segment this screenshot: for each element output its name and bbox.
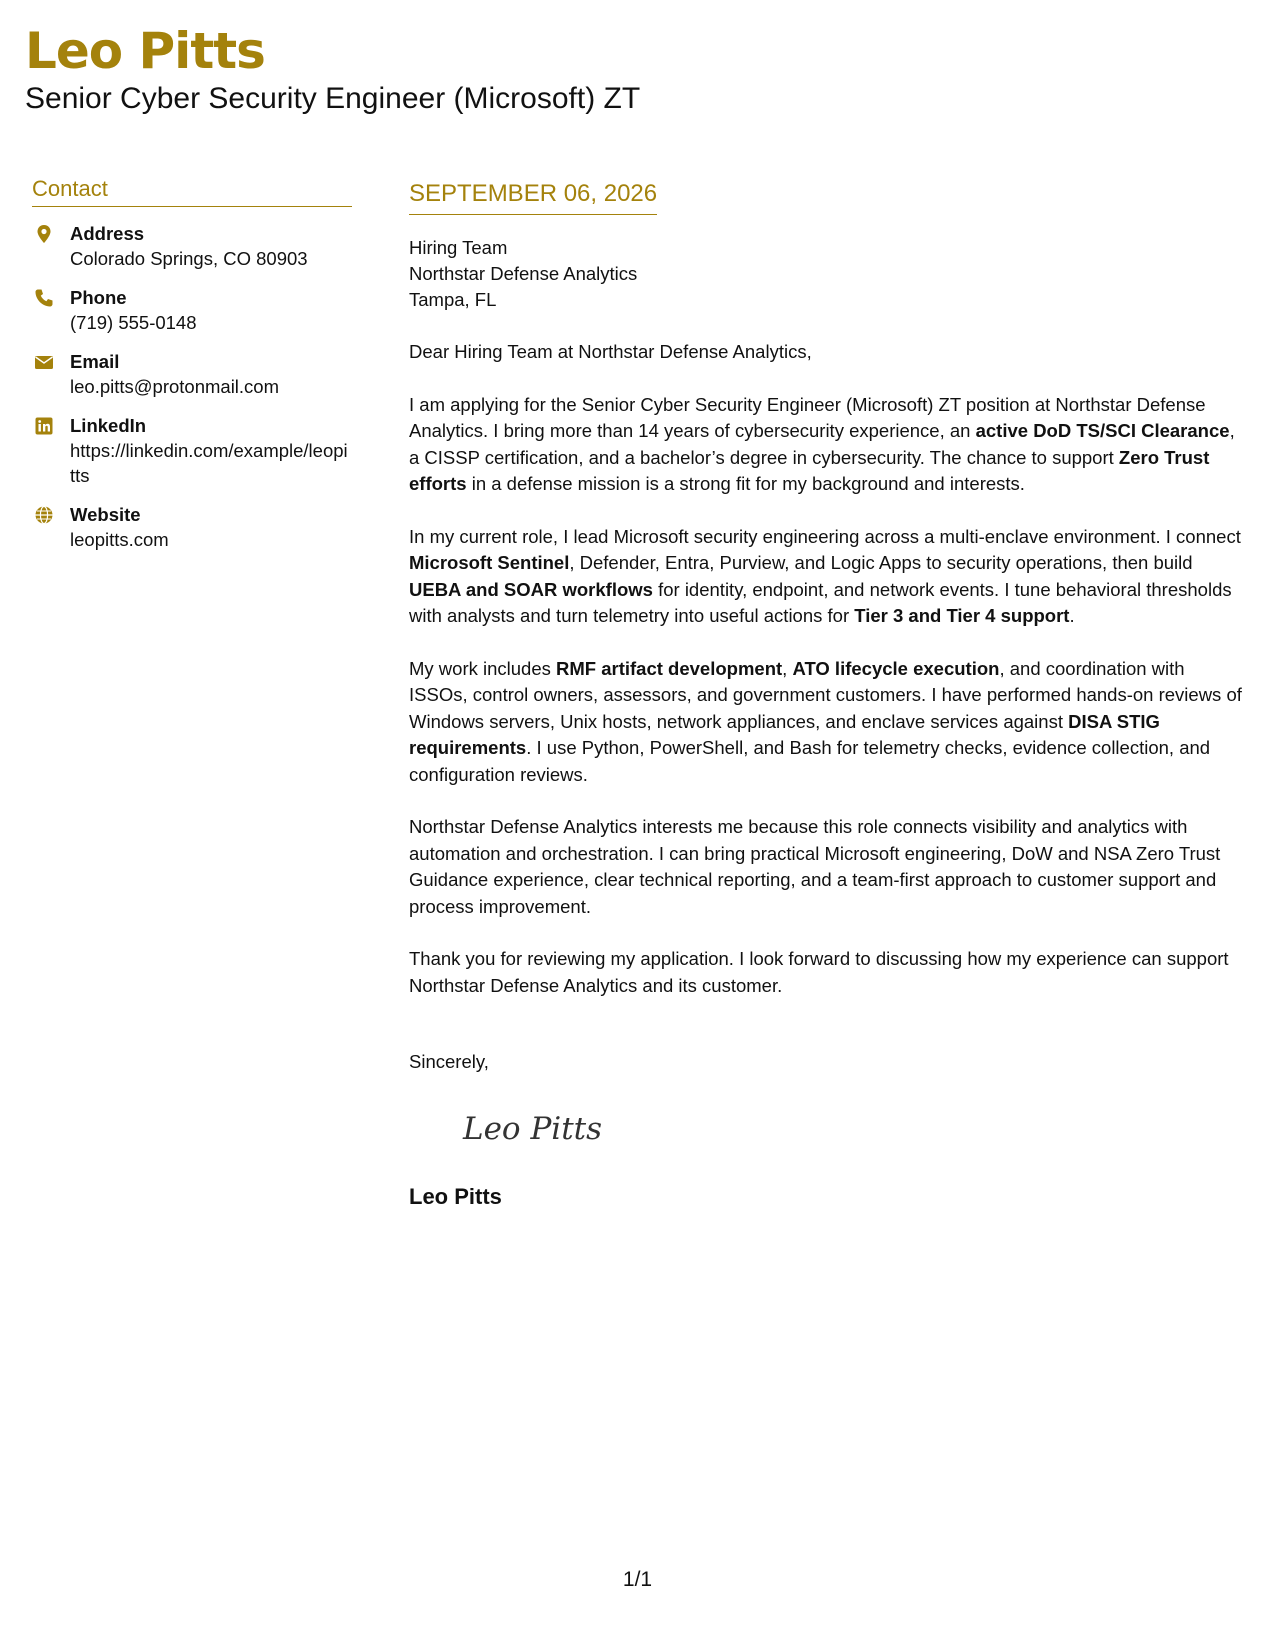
text-run: , and coordination with ISSOs, control owners, assessors, and government customers. I have performed hands-on reviews of Windows servers, Unix hosts, network appliances, and enclave services against <box>409 657 1242 732</box>
letter-body <box>409 180 1247 1210</box>
contact-address <box>32 221 352 271</box>
contact-website <box>32 502 352 552</box>
linkedin-value[interactable]: https://linkedin.com/example/leopitts <box>70 440 348 486</box>
email-value: leo.pitts@protonmail.com <box>70 376 280 397</box>
bold-phrase: RMF artifact development <box>556 657 783 679</box>
contact-linkedin <box>32 413 352 488</box>
text-run: in a defense mission is a strong fit for my background and interests. <box>466 473 1025 494</box>
bold-phrase: ATO lifecycle execution <box>792 657 1000 679</box>
text-run: . <box>1069 605 1075 626</box>
bold-phrase: Microsoft Sentinel <box>409 552 570 573</box>
contact-email <box>32 349 352 399</box>
letter-paragraph <box>409 524 1247 630</box>
bold-phrase: Zero Trust efforts <box>409 446 1210 494</box>
letter-paragraph <box>409 656 1247 789</box>
signature-text: Leo Pitts <box>463 1111 603 1147</box>
text-run: I am applying for the Senior Cyber Security Engineer (Microsoft) ZT position at Northstar Defense Analytics. I bring more than 14 years of cybersecurity experience, an <box>409 393 1206 441</box>
text-run: , <box>782 657 793 679</box>
linkedin-label: LinkedIn <box>70 415 147 436</box>
email-label: Email <box>70 351 120 372</box>
letter-paragraph <box>409 814 1247 920</box>
envelope-icon <box>34 352 54 372</box>
globe-icon <box>34 505 54 525</box>
website-label: Website <box>70 504 141 525</box>
text-run: In my current role, I lead Microsoft security engineering across a multi-enclave environment. I connect <box>409 525 1241 547</box>
letter-date: SEPTEMBER 06, 2026 <box>409 180 657 215</box>
phone-icon <box>34 288 54 308</box>
address-label: Address <box>70 223 145 244</box>
signature-image <box>459 1103 629 1153</box>
recipient-line: Northstar Defense Analytics <box>409 263 638 284</box>
closing: Sincerely, <box>409 1051 489 1072</box>
bold-phrase: DISA STIG requirements <box>409 710 1160 758</box>
bold-phrase: active DoD TS/SCI Clearance <box>975 420 1230 441</box>
website-value[interactable]: leopitts.com <box>70 529 169 550</box>
applicant-name: Leo Pitts <box>25 22 265 80</box>
contact-phone <box>32 285 352 335</box>
recipient-line: Hiring Team <box>409 237 508 258</box>
location-pin-icon <box>34 224 54 244</box>
job-title: Senior Cyber Security Engineer (Microsoft) ZT <box>25 82 641 115</box>
address-value: Colorado Springs, CO 80903 <box>70 248 308 269</box>
linkedin-icon <box>34 416 54 436</box>
signer-name: Leo Pitts <box>409 1184 502 1209</box>
text-run: My work includes <box>409 657 557 679</box>
page-number: 1/1 <box>622 1568 653 1591</box>
text-run: Northstar Defense Analytics interests me because this role connects visibility and analytics with automation and orchestration. I can bring practical Microsoft engineering, DoW and NSA Zero Trust Guidance experience, clear technical reporting, and a team-first approach to customer support and process improvement. <box>409 816 1221 917</box>
letter-paragraph <box>409 946 1247 999</box>
recipient-block <box>409 235 1247 313</box>
letter-paragraph <box>409 392 1247 498</box>
contact-heading: Contact <box>32 176 352 207</box>
text-run: for identity, endpoint, and network events. I tune behavioral thresholds with analysts and turn telemetry into useful actions for <box>409 578 1232 626</box>
bold-phrase: UEBA and SOAR workflows <box>409 578 653 600</box>
phone-label: Phone <box>70 287 127 308</box>
contact-sidebar <box>32 176 352 552</box>
text-run: . I use Python, PowerShell, and Bash for telemetry checks, evidence collection, and configuration reviews. <box>409 737 1211 785</box>
text-run: Thank you for reviewing my application. I look forward to discussing how my experience can support Northstar Defense Analytics and its customer. <box>409 948 1229 996</box>
text-run: , Defender, Entra, Purview, and Logic Apps to security operations, then build <box>569 552 1193 573</box>
bold-phrase: Tier 3 and Tier 4 support <box>854 605 1070 626</box>
text-run: , a CISSP certification, and a bachelor’s degree in cybersecurity. The chance to support <box>409 420 1235 468</box>
phone-value: (719) 555-0148 <box>70 312 197 333</box>
recipient-line: Tampa, FL <box>409 289 497 310</box>
salutation: Dear Hiring Team at Northstar Defense Analytics, <box>409 341 812 362</box>
